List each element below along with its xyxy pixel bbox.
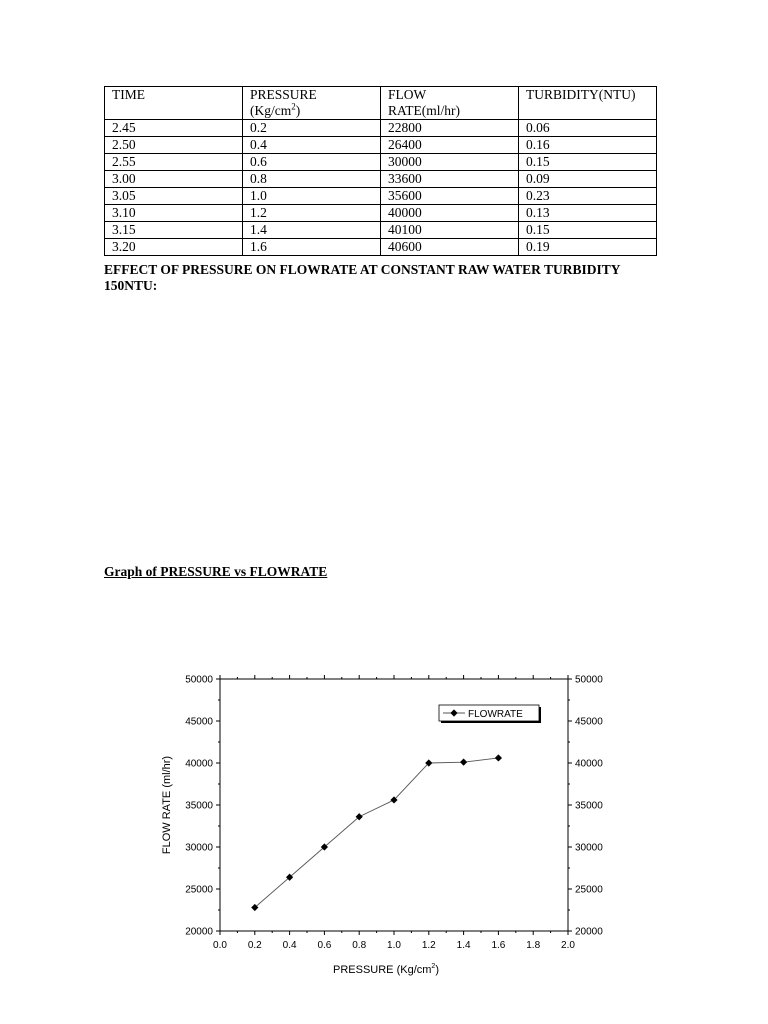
y-tick-label: 50000	[185, 674, 213, 686]
flowrate-point	[495, 754, 502, 761]
table-row	[105, 205, 657, 222]
header-turbidity-label: TURBIDITY(NTU)	[526, 87, 636, 102]
table-cell: 3.15	[105, 222, 243, 239]
x-tick-label: 1.6	[491, 940, 506, 951]
header-pressure	[243, 87, 381, 120]
table-cell: 2.50	[105, 137, 243, 154]
table-cell: 0.06	[519, 120, 657, 137]
table-cell: 2.55	[105, 154, 243, 171]
table-cell: 0.09	[519, 171, 657, 188]
header-time	[105, 87, 243, 120]
header-flowrate-line1: FLOW	[388, 87, 427, 102]
header-pressure-line2: (Kg/cm	[250, 103, 292, 118]
table-cell: 40000	[381, 205, 519, 222]
header-pressure-tail: )	[295, 103, 301, 118]
y-tick-label-right: 45000	[575, 716, 603, 728]
x-axis-label-sup: 2	[431, 963, 436, 970]
table-cell: 0.19	[519, 239, 657, 256]
table-cell: 0.2	[243, 120, 381, 137]
y-tick-label-right: 35000	[575, 800, 603, 812]
table-row	[105, 154, 657, 171]
x-axis-label-tail: )	[435, 964, 439, 976]
table-cell: 26400	[381, 137, 519, 154]
table-cell: 1.2	[243, 205, 381, 222]
x-tick-label: 0.2	[247, 940, 262, 951]
table-row	[105, 171, 657, 188]
x-tick-label: 0.0	[213, 940, 227, 951]
table-cell: 0.15	[519, 154, 657, 171]
table-cell: 40100	[381, 222, 519, 239]
table-cell: 33600	[381, 171, 519, 188]
flowrate-series-line	[255, 758, 499, 908]
header-flowrate	[381, 87, 519, 120]
y-tick-label-right: 40000	[575, 758, 603, 770]
y-axis-label: FLOW RATE (ml/hr)	[161, 755, 173, 855]
table-header-row	[105, 87, 657, 120]
header-pressure-sup: 2	[291, 101, 296, 112]
table-cell: 35600	[381, 188, 519, 205]
table-cell: 0.13	[519, 205, 657, 222]
table-row	[105, 137, 657, 154]
graph-title: Graph of PRESSURE vs FLOWRATE	[104, 564, 328, 579]
section-heading: EFFECT OF PRESSURE ON FLOWRATE AT CONSTANT RAW WATER TURBIDITY 150NTU:	[104, 262, 620, 293]
x-tick-label: 2.0	[561, 940, 575, 951]
header-time-label: TIME	[112, 87, 145, 102]
table-cell: 1.0	[243, 188, 381, 205]
table-row	[105, 239, 657, 256]
y-tick-label-right: 50000	[575, 674, 603, 686]
table-cell: 0.15	[519, 222, 657, 239]
table-cell: 3.05	[105, 188, 243, 205]
header-flowrate-line2: RATE(ml/hr)	[388, 103, 460, 118]
y-tick-label: 45000	[185, 716, 213, 728]
x-tick-label: 0.4	[282, 940, 297, 951]
x-axis-label-text: PRESSURE (Kg/cm	[333, 964, 432, 976]
x-axis-label	[333, 963, 439, 976]
table-cell: 3.00	[105, 171, 243, 188]
data-table	[104, 86, 657, 256]
table-cell: 22800	[381, 120, 519, 137]
y-tick-label-right: 25000	[575, 884, 603, 896]
table-row	[105, 188, 657, 205]
table-cell: 0.4	[243, 137, 381, 154]
table-cell: 0.23	[519, 188, 657, 205]
table-row	[105, 120, 657, 137]
table-cell: 0.8	[243, 171, 381, 188]
y-tick-label: 25000	[185, 884, 213, 896]
legend-label: FLOWRATE	[468, 709, 523, 720]
table-cell: 0.16	[519, 137, 657, 154]
y-tick-label: 35000	[185, 800, 213, 812]
table-cell: 3.20	[105, 239, 243, 256]
table-cell: 3.10	[105, 205, 243, 222]
header-pressure-line1: PRESSURE	[250, 87, 317, 102]
table-cell: 0.6	[243, 154, 381, 171]
x-tick-label: 1.2	[421, 940, 436, 951]
table-cell: 30000	[381, 154, 519, 171]
header-turbidity	[519, 87, 657, 120]
y-tick-label-right: 20000	[575, 926, 603, 938]
y-tick-label: 20000	[185, 926, 213, 938]
x-tick-label: 1.8	[526, 940, 541, 951]
y-tick-label: 40000	[185, 758, 213, 770]
x-tick-label: 0.8	[352, 940, 367, 951]
table-cell: 2.45	[105, 120, 243, 137]
x-tick-label: 1.4	[456, 940, 471, 951]
table-row	[105, 222, 657, 239]
flowrate-point	[460, 759, 467, 766]
table-cell: 1.4	[243, 222, 381, 239]
flowrate-chart	[150, 665, 610, 985]
table-cell: 40600	[381, 239, 519, 256]
x-tick-label: 1.0	[387, 940, 401, 951]
y-tick-label-right: 30000	[575, 842, 603, 854]
y-tick-label: 30000	[185, 842, 213, 854]
x-tick-label: 0.6	[317, 940, 332, 951]
table-cell: 1.6	[243, 239, 381, 256]
